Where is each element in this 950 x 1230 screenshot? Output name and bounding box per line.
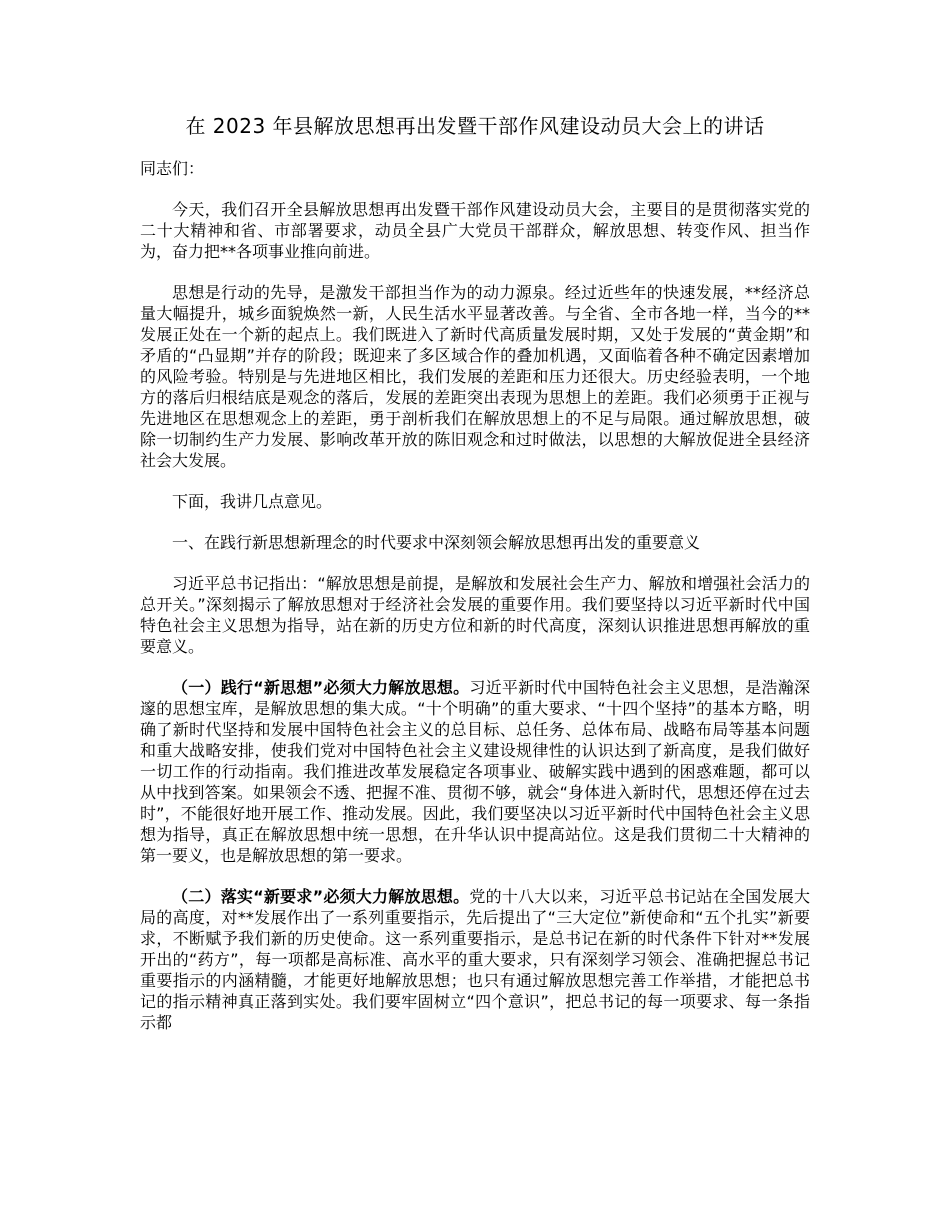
document-page <box>140 112 810 1053</box>
paragraph-xi-quote: 习近平总书记指出：“解放思想是前提，是解放和发展社会生产力、解放和增强社会活力的总开关。”深刻揭示了解放思想对于经济社会发展的重要作用。我们要坚持以习近平新时代中国特色社会主义思想为指导，站在新的历史方位和新的时代高度，深刻认识推进思想再解放的重要意义。 <box>140 574 810 656</box>
document-title: 在 2023 年县解放思想再出发暨干部作风建设动员大会上的讲话 <box>185 114 765 138</box>
salutation: 同志们： <box>140 159 205 178</box>
section-heading-one: 一、在践行新思想新理念的时代要求中深刻领会解放思想再出发的重要意义 <box>172 533 701 552</box>
section-2-body: 党的十八大以来，习近平总书记站在全国发展大局的高度，对**发展作出了一系列重要指示，先后提出了“三大定位”新使命和“五个扎实”新要求，不断赋予我们新的历史使命。这一系列重要指示，是总书记在新的时代条件下针对**发展开出的“药方”，每一项都是高标准、高水平的重大要求，只有深刻学习领会、准确把握总书记重要指示的内涵精髓，才能更好地解放思想；也只有通过解放思想完善工作举措，才能把总书记的指示精神真正落到实处。我们要牢固树立“四个意识”，把总书记的每一项要求、每一条指示都 <box>140 887 810 1032</box>
section-1-lead: （一）践行“新思想”必须大力解放思想。 <box>172 678 470 697</box>
paragraph-thinking: 思想是行动的先导，是激发干部担当作为的动力源泉。经过近些年的快速发展，**经济总量大幅提升，城乡面貌焕然一新，人民生活水平显著改善。与全省、全市各地一样，当今的**发展正处在一个新的起点上。我们既进入了新时代高质量发展时期，又处于发展的“黄金期”和矛盾的“凸显期”并存的阶段；既迎来了多区域合作的叠加机遇，又面临着各种不确定因素增加的风险考验。特别是与先进地区相比，我们发展的差距和压力还很大。历史经验表明，一个地方的落后归根结底是观念的落后，发展的差距突出表现为思想上的差距。我们必须勇于正视与先进地区在思想观念上的差距，勇于剖析我们在解放思想上的不足与局限。通过解放思想，破除一切制约生产力发展、影响改革开放的陈旧观念和过时做法，以思想的大解放促进全县经济社会大发展。 <box>140 283 810 470</box>
section-2-lead: （二）落实“新要求”必须大力解放思想。 <box>172 887 470 906</box>
section-1-paragraph <box>140 677 810 866</box>
section-2-paragraph <box>140 886 810 1033</box>
paragraph-opinions: 下面，我讲几点意见。 <box>172 492 333 511</box>
paragraph-intro: 今天，我们召开全县解放思想再出发暨干部作风建设动员大会，主要目的是贯彻落实党的二十大精神和省、市部署要求，动员全县广大党员干部群众，解放思想、转变作风、担当作为，奋力把**各项事业推向前进。 <box>140 200 810 261</box>
section-1-body: 习近平新时代中国特色社会主义思想，是浩瀚深邃的思想宝库，是解放思想的集大成。“十个明确”的重大要求、“十四个坚持”的基本方略，明确了新时代坚持和发展中国特色社会主义的总目标、总任务、总体布局、战略布局等基本问题和重大战略安排，使我们党对中国特色社会主义建设规律性的认识达到了新高度，是我们做好一切工作的行动指南。我们推进改革发展稳定各项事业、破解实践中遇到的困惑难题，都可以从中找到答案。如果领会不透、把握不准、贯彻不够，就会“身体进入新时代，思想还停在过去时”，不能很好地开展工作、推动发展。因此，我们要坚决以习近平新时代中国特色社会主义思想为指导，真正在解放思想中统一思想，在升华认识中提高站位。这是我们贯彻二十大精神的第一要义，也是解放思想的第一要求。 <box>140 678 810 865</box>
